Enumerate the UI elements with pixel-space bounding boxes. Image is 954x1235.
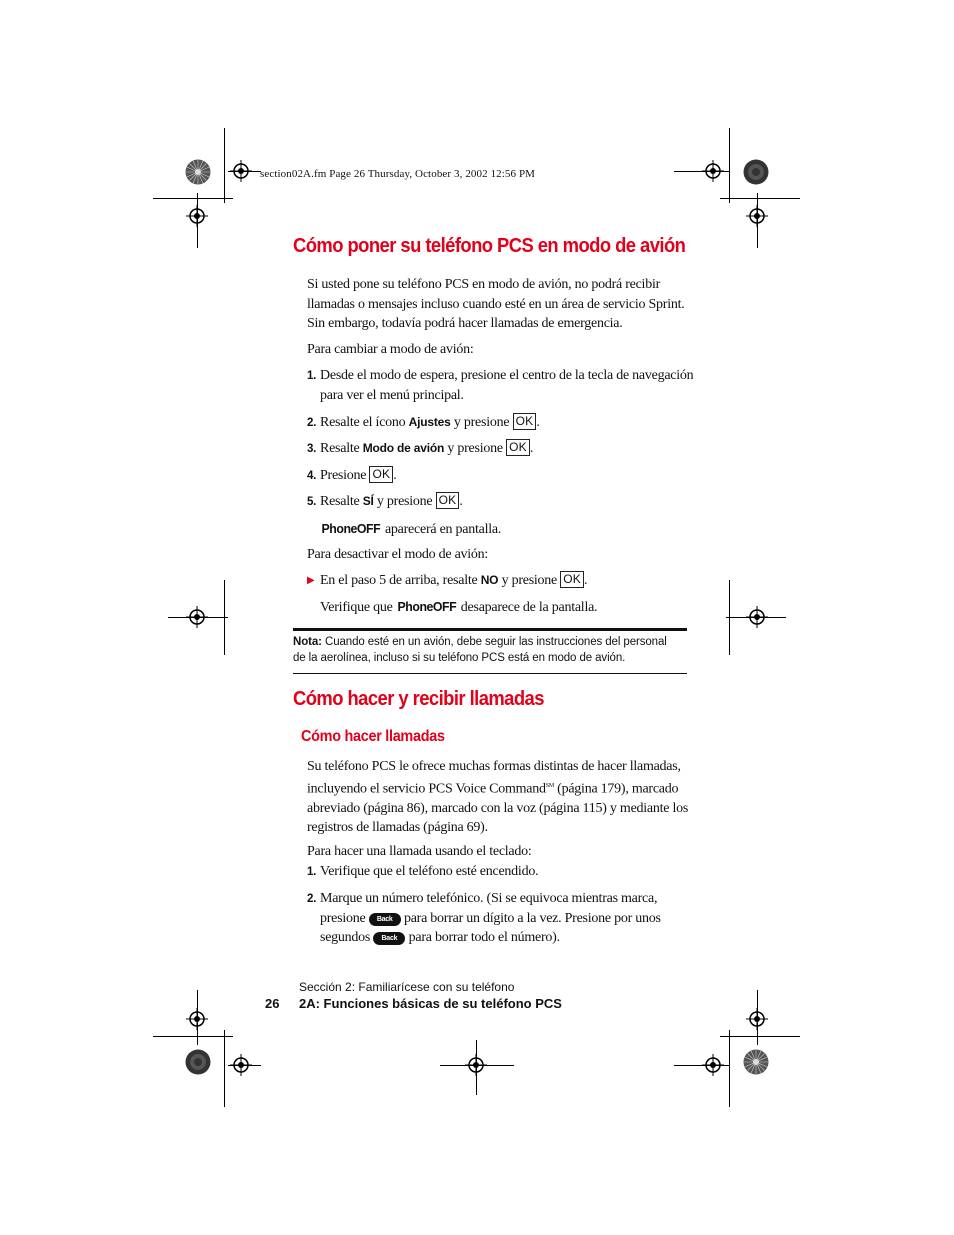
back-key-icon: Back [369,913,401,926]
phoneoff-result [320,519,501,540]
step-text: . [529,441,534,456]
bullet-text: . [584,573,588,588]
color-calibration-disc-icon [743,159,769,185]
note-box [293,635,693,666]
step-text: segundos [320,930,374,946]
ok-key: OK [513,413,537,430]
paragraph-line: abreviado (página 86), marcado con la voz (página 115) y mediante los [307,800,689,816]
registration-target-icon [186,205,208,227]
step-number: 3. [307,443,317,455]
step-number: 5. [307,496,317,508]
note-text: Cuando esté en un avión, debe seguir las instrucciones del personal [321,636,667,648]
option-no: NO [480,573,499,587]
registration-target-icon [186,606,208,628]
ok-key: OK [369,466,393,483]
intro-line: Sin embargo, todavía podrá hacer llamadas de emergencia. [307,316,623,332]
step-text: . [459,494,463,509]
color-calibration-disc-icon [743,1049,769,1075]
registration-target-icon [230,160,252,182]
step-text: Resalte el ícono [320,415,409,430]
step-text: y presione [444,441,507,456]
step-text: y presione [450,415,513,430]
ok-key: OK [506,439,530,456]
registration-target-icon [746,1008,768,1030]
service-mark: SM [545,782,554,789]
file-info-line: section02A.fm Page 26 Thursday, October 3, 2002 12:56 PM [260,168,536,180]
registration-target-icon [702,160,724,182]
note-top-rule [293,628,687,631]
lead-text: Para cambiar a modo de avión: [307,342,474,357]
menu-ajustes: Ajustes [408,415,451,429]
verify-text: Verifique que [320,600,396,615]
step-text: Verifique que el teléfono esté encendido. [320,864,539,879]
calls-paragraph [307,757,688,838]
registration-target-icon [186,1008,208,1030]
step-number: 1. [307,370,317,382]
intro-line: Si usted pone su teléfono PCS en modo de avión, no podrá recibir [307,277,660,292]
page-number: 26 [265,996,280,1011]
bullet-text: y presione [498,573,561,588]
verify-text: desaparece de la pantalla. [457,600,598,615]
step-text: Resalte [320,441,363,456]
step-text: para ver el menú principal. [320,387,464,403]
step-text: . [536,415,540,430]
paragraph-line: (página 179), marcado [553,781,679,797]
step-number: 2. [307,417,317,429]
intro-paragraph [307,275,685,334]
step-number: 2. [307,893,317,905]
phoneoff-indicator: PhoneOFF [397,599,456,614]
menu-modo-de-avion: Modo de avión [362,441,445,455]
result-text: aparecerá en pantalla. [381,522,502,537]
step-text: para borrar un dígito a la vez. Presione por unos [400,910,661,926]
section-title-calls: Cómo hacer y recibir llamadas [293,688,544,710]
color-calibration-disc-icon [185,159,211,185]
paragraph-line: Su teléfono PCS le ofrece muchas formas distintas de hacer llamadas, [307,759,681,774]
footer-chapter: 2A: Funciones básicas de su teléfono PCS [299,996,562,1011]
step-text: presione [320,910,369,926]
note-text: de la aerolínea, incluso si su teléfono PCS está en modo de avión. [293,651,626,664]
registration-target-icon [230,1054,252,1076]
option-si: SÍ [362,494,374,508]
subsection-title-making-calls: Cómo hacer llamadas [301,728,445,745]
bullet-text: En el paso 5 de arriba, resalte [320,573,481,588]
step-number: 4. [307,470,317,482]
calls-lead: Para hacer una llamada usando el teclado: [307,844,532,859]
step-text: Presione [320,468,370,483]
registration-target-icon [465,1054,487,1076]
phoneoff-indicator: PhoneOFF [321,521,381,536]
step-text: Marque un número telefónico. (Si se equivoca mientras marca, [320,891,658,906]
step-text: y presione [373,494,436,509]
step-number: 1. [307,866,317,878]
color-calibration-disc-icon [185,1049,211,1075]
registration-target-icon [702,1054,724,1076]
footer-section: Sección 2: Familiarícese con su teléfono [299,980,515,994]
registration-target-icon [746,606,768,628]
back-key-icon: Back [373,932,405,945]
verify-line [320,597,597,618]
ok-key: OK [560,571,584,588]
section-title-airplane-mode: Cómo poner su teléfono PCS en modo de avión [293,235,686,257]
paragraph-line: registros de llamadas (página 69). [307,820,488,836]
note-label: Nota: [293,636,322,648]
intro-line: llamadas o mensajes incluso cuando esté en un área de servicio Sprint. [307,296,685,312]
step-text: para borrar todo el número). [405,930,560,946]
step-text: Desde el modo de espera, presione el centro de la tecla de navegación [320,368,694,383]
step-text: Resalte [320,494,363,509]
bullet-arrow-icon: ▶ [307,575,315,586]
registration-target-icon [746,205,768,227]
paragraph-line: incluyendo el servicio PCS Voice Command [307,781,546,797]
step-text: . [393,468,397,483]
deactivate-lead: Para desactivar el modo de avión: [307,547,489,562]
ok-key: OK [436,492,460,509]
note-bottom-rule [293,673,687,674]
